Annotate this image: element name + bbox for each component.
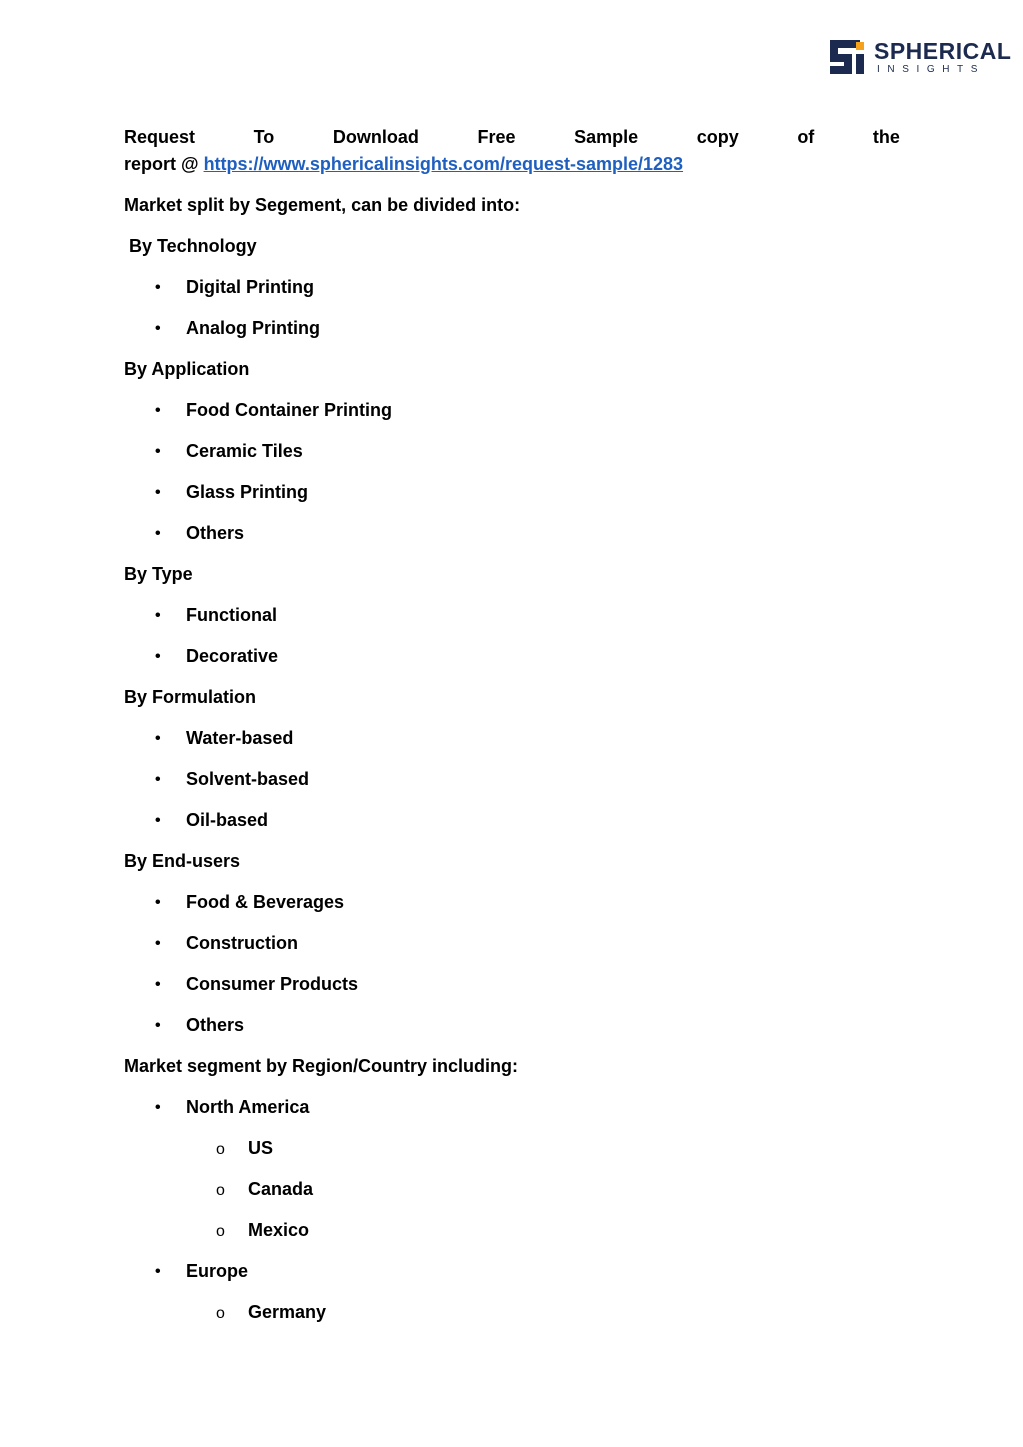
report-prefix: report @ — [124, 154, 204, 174]
bullet-icon: • — [155, 1099, 161, 1116]
list-item: • Decorative — [124, 643, 900, 670]
request-word: Free — [477, 127, 516, 147]
segment-intro: Market split by Segement, can be divided into: — [124, 195, 521, 215]
section-heading-application: By Application — [124, 359, 250, 379]
logo-wordmark: SPHERICAL — [874, 38, 1012, 64]
list-item: • Oil-based — [124, 807, 900, 834]
section-heading-type: By Type — [124, 564, 193, 584]
request-sample-link[interactable]: https://www.sphericalinsights.com/request-sample/1283 — [203, 154, 684, 174]
spherical-insights-logo — [830, 38, 1012, 76]
logo-subtitle: INSIGHTS — [877, 64, 986, 75]
request-word: the — [872, 127, 900, 147]
request-sample-line — [124, 124, 900, 151]
list-item: • Glass Printing — [124, 479, 900, 506]
circle-bullet-icon: o — [216, 1141, 225, 1158]
list-item: • Solvent-based — [124, 766, 900, 793]
list-item: • Consumer Products — [124, 971, 900, 998]
bullet-icon: • — [155, 1263, 161, 1280]
logo-mark-icon — [830, 40, 866, 74]
list-item: • Water-based — [124, 725, 900, 752]
bullet-icon: • — [155, 730, 161, 747]
country-item: o Germany — [124, 1299, 900, 1326]
bullet-icon: • — [155, 607, 161, 624]
circle-bullet-icon: o — [216, 1305, 225, 1322]
list-item: • Food & Beverages — [124, 889, 900, 916]
bullet-icon: • — [155, 320, 161, 337]
section-heading-technology: By Technology — [129, 236, 257, 256]
bullet-icon: • — [155, 402, 161, 419]
circle-bullet-icon: o — [216, 1223, 225, 1240]
bullet-icon: • — [155, 976, 161, 993]
country-item: o US — [124, 1135, 900, 1162]
region-item: • Europe — [124, 1258, 900, 1285]
bullet-icon: • — [155, 935, 161, 952]
list-item: • Construction — [124, 930, 900, 957]
bullet-icon: • — [155, 771, 161, 788]
list-item: • Others — [124, 520, 900, 547]
circle-bullet-icon: o — [216, 1182, 225, 1199]
region-item: • North America — [124, 1094, 900, 1121]
document-body — [124, 124, 900, 1326]
bullet-icon: • — [155, 894, 161, 911]
request-word: copy — [696, 127, 739, 147]
bullet-icon: • — [155, 648, 161, 665]
list-item: • Functional — [124, 602, 900, 629]
bullet-icon: • — [155, 484, 161, 501]
bullet-icon: • — [155, 525, 161, 542]
bullet-icon: • — [155, 812, 161, 829]
section-heading-end-users: By End-users — [124, 851, 241, 871]
section-heading-formulation: By Formulation — [124, 687, 257, 707]
request-word: Request — [124, 127, 196, 147]
list-item: • Ceramic Tiles — [124, 438, 900, 465]
list-item: • Analog Printing — [124, 315, 900, 342]
region-heading: Market segment by Region/Country including: — [124, 1056, 519, 1076]
request-word: of — [797, 127, 815, 147]
list-item: • Digital Printing — [124, 274, 900, 301]
bullet-icon: • — [155, 1017, 161, 1034]
report-line — [124, 151, 900, 178]
request-word: Download — [332, 127, 419, 147]
list-item: • Food Container Printing — [124, 397, 900, 424]
bullet-icon: • — [155, 443, 161, 460]
bullet-icon: • — [155, 279, 161, 296]
country-item: o Mexico — [124, 1217, 900, 1244]
country-item: o Canada — [124, 1176, 900, 1203]
request-word: Sample — [574, 127, 639, 147]
list-item: • Others — [124, 1012, 900, 1039]
request-word: To — [253, 127, 275, 147]
